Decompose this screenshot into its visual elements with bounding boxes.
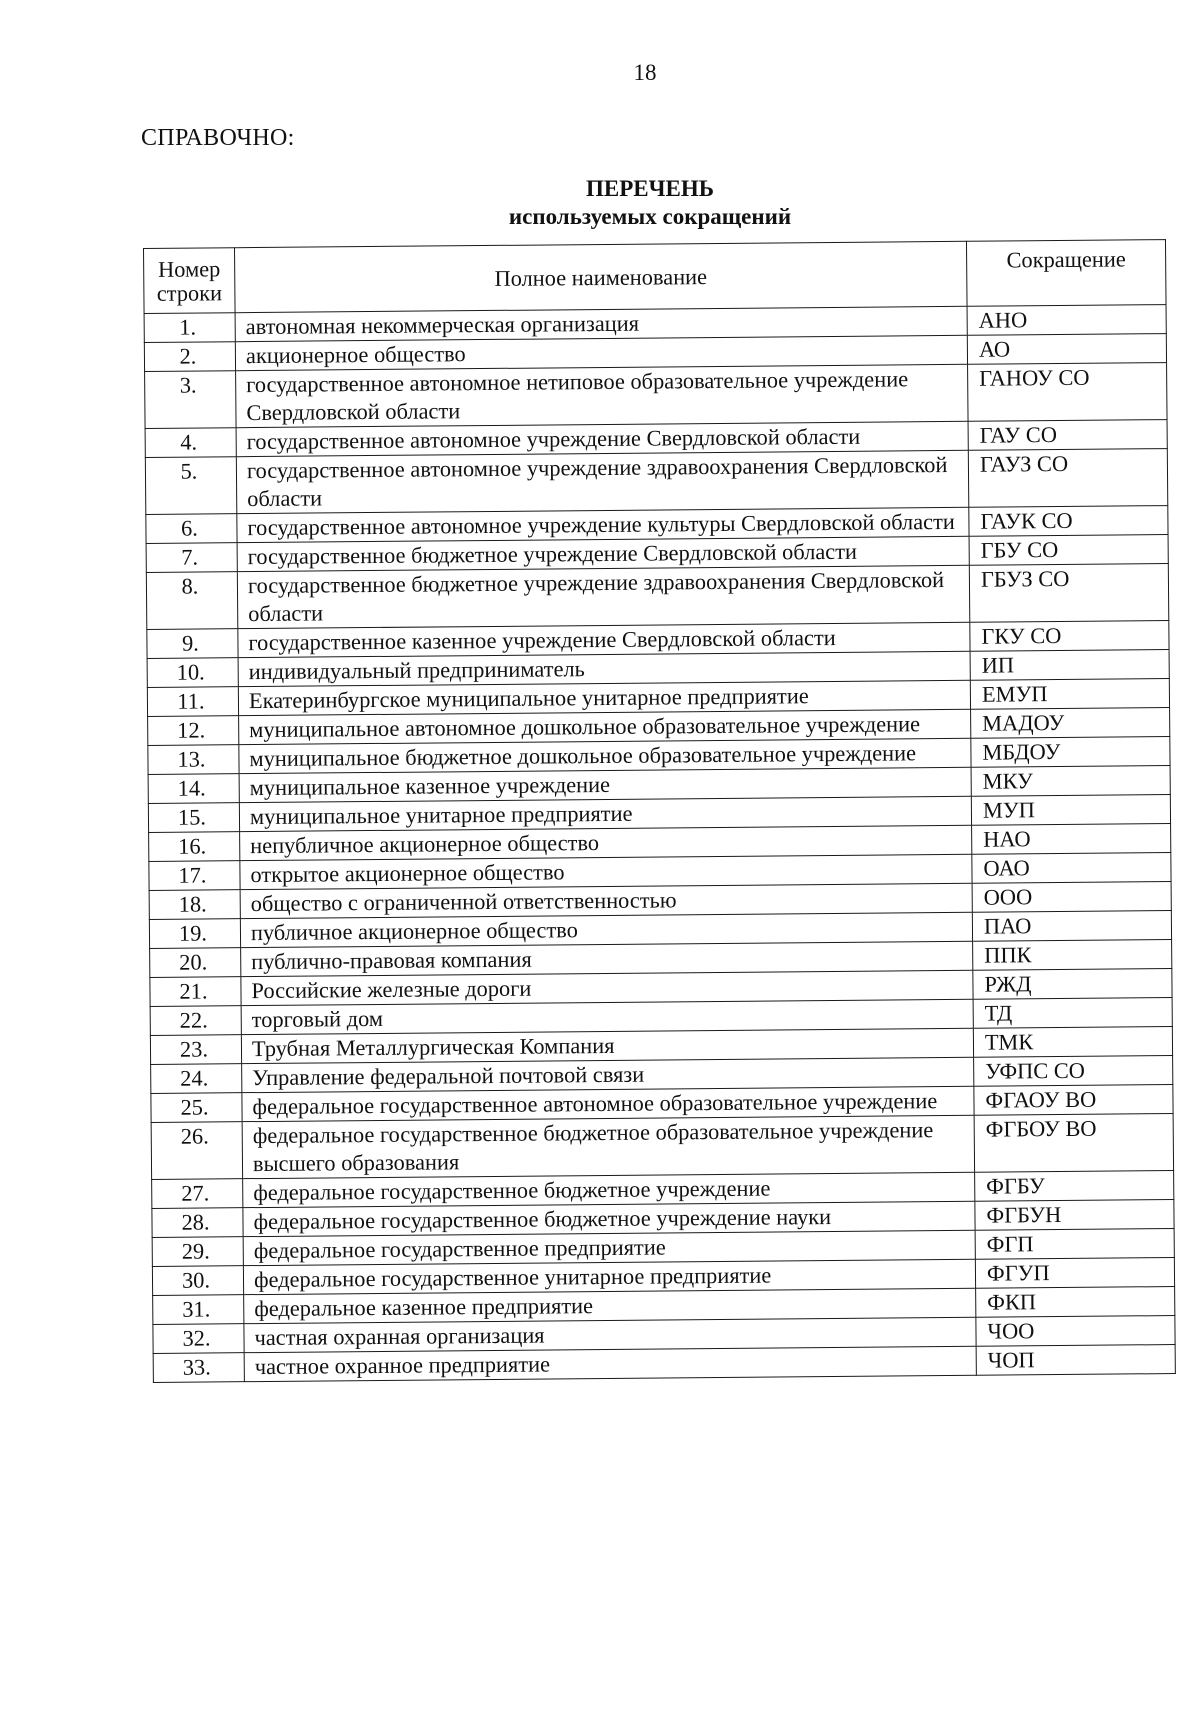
row-number: 12. <box>148 716 239 746</box>
header-abbreviation: Сокращение <box>966 240 1166 307</box>
row-abbreviation: ФГАОУ ВО <box>974 1085 1173 1116</box>
row-abbreviation: УФПС СО <box>974 1056 1173 1087</box>
row-abbreviation: ТМК <box>973 1027 1172 1058</box>
document-title: ПЕРЕЧЕНЬ <box>586 176 714 201</box>
document-subtitle: используемых сокращений <box>508 204 792 229</box>
row-number: 14. <box>148 774 239 804</box>
row-full-name: частное охранное предприятие <box>244 1346 976 1381</box>
row-full-name: Трубная Металлургическая Компания <box>241 1028 973 1063</box>
row-number: 17. <box>149 861 240 891</box>
row-abbreviation: ФКП <box>976 1287 1175 1318</box>
row-full-name: федеральное государственное бюджетное учреждение науки <box>243 1201 975 1236</box>
row-full-name: муниципальное казенное учреждение <box>239 767 971 802</box>
row-full-name: Российские железные дороги <box>241 970 973 1005</box>
row-number: 23. <box>150 1035 241 1065</box>
row-abbreviation: ФГБУ <box>975 1171 1174 1202</box>
row-abbreviation: ГАУЗ СО <box>968 449 1167 508</box>
row-number: 3. <box>145 371 236 429</box>
row-abbreviation: ГБУ СО <box>969 535 1168 566</box>
row-abbreviation: ГАУК СО <box>969 506 1168 537</box>
row-number: 2. <box>144 342 235 372</box>
row-abbreviation: ЧОП <box>976 1345 1175 1376</box>
table-row <box>145 363 1167 429</box>
row-full-name: федеральное государственное бюджетное образовательное учреждение высшего образования <box>242 1115 974 1178</box>
row-number: 21. <box>150 977 241 1007</box>
row-number: 31. <box>153 1295 244 1325</box>
table-body <box>144 305 1175 1383</box>
row-abbreviation: ПАО <box>972 911 1171 942</box>
row-number: 28. <box>152 1208 243 1238</box>
row-number: 22. <box>150 1006 241 1036</box>
row-abbreviation: ФГБУН <box>975 1200 1174 1231</box>
row-number: 32. <box>153 1324 244 1354</box>
document-title-block <box>0 175 1200 231</box>
row-full-name: государственное автономное учреждение здравоохранения Свердловской области <box>236 450 968 513</box>
row-abbreviation: АО <box>967 334 1166 365</box>
row-number: 29. <box>152 1237 243 1267</box>
row-number: 20. <box>150 948 241 978</box>
row-full-name: федеральное государственное бюджетное учреждение <box>243 1172 975 1207</box>
row-full-name: непубличное акционерное общество <box>240 825 972 860</box>
row-abbreviation: ЕМУП <box>970 679 1169 710</box>
reference-label: СПРАВОЧНО: <box>141 125 295 151</box>
row-number: 25. <box>151 1093 242 1123</box>
row-abbreviation: ОАО <box>972 853 1171 884</box>
row-full-name: федеральное казенное предприятие <box>244 1288 976 1323</box>
row-abbreviation: ЧОО <box>976 1316 1175 1347</box>
row-number: 8. <box>146 572 237 630</box>
row-abbreviation: ФГУП <box>975 1258 1174 1289</box>
abbreviations-table-container <box>143 239 1175 1383</box>
abbreviations-table <box>143 239 1176 1383</box>
row-full-name: публичное акционерное общество <box>240 912 972 947</box>
row-number: 13. <box>148 745 239 775</box>
row-full-name: частная охранная организация <box>244 1317 976 1352</box>
row-full-name: открытое акционерное общество <box>240 854 972 889</box>
row-abbreviation: НАО <box>972 824 1171 855</box>
row-abbreviation: ФГП <box>975 1229 1174 1260</box>
row-full-name: индивидуальный предприниматель <box>238 651 970 686</box>
row-full-name: Екатеринбургское муниципальное унитарное предприятие <box>238 680 970 715</box>
header-full-name: Полное наименование <box>235 241 968 312</box>
row-full-name: публично-правовая компания <box>241 941 973 976</box>
row-number: 19. <box>149 919 240 949</box>
row-number: 15. <box>148 803 239 833</box>
row-full-name: торговый дом <box>241 999 973 1034</box>
row-number: 11. <box>147 687 238 717</box>
row-number: 7. <box>146 543 237 573</box>
row-number: 4. <box>145 428 236 458</box>
row-full-name: автономная некоммерческая организация <box>235 306 967 341</box>
row-abbreviation: ППК <box>973 940 1172 971</box>
row-number: 6. <box>146 514 237 544</box>
row-abbreviation: МАДОУ <box>971 708 1170 739</box>
row-abbreviation: МКУ <box>971 766 1170 797</box>
row-number: 33. <box>153 1353 244 1383</box>
table-row <box>151 1114 1173 1180</box>
row-number: 10. <box>147 658 238 688</box>
table-row <box>145 449 1167 515</box>
table-header <box>144 240 1167 314</box>
row-number: 9. <box>147 629 238 659</box>
row-number: 26. <box>151 1122 242 1180</box>
table-row <box>146 564 1168 630</box>
row-full-name: муниципальное бюджетное дошкольное образовательное учреждение <box>239 738 971 773</box>
row-abbreviation: РЖД <box>973 969 1172 1000</box>
table-header-row <box>144 240 1167 314</box>
row-abbreviation: АНО <box>967 305 1166 336</box>
row-full-name: муниципальное автономное дошкольное образовательное учреждение <box>239 709 971 744</box>
row-abbreviation: ГКУ СО <box>970 621 1169 652</box>
row-abbreviation: ФГБОУ ВО <box>974 1114 1173 1173</box>
row-number: 5. <box>145 457 236 515</box>
row-full-name: муниципальное унитарное предприятие <box>239 796 971 831</box>
row-abbreviation: ГАУ СО <box>968 420 1167 451</box>
row-full-name: федеральное государственное автономное образовательное учреждение <box>242 1086 974 1121</box>
header-number: Номер строки <box>144 248 236 314</box>
row-full-name: государственное автономное учреждение культуры Свердловской области <box>237 507 969 542</box>
row-abbreviation: ТД <box>973 998 1172 1029</box>
row-abbreviation: МУП <box>971 795 1170 826</box>
row-full-name: государственное автономное учреждение Свердловской области <box>236 421 968 456</box>
row-full-name: государственное казенное учреждение Свердловской области <box>238 622 970 657</box>
row-number: 1. <box>144 313 235 343</box>
row-number: 27. <box>152 1179 243 1209</box>
row-abbreviation: МБДОУ <box>971 737 1170 768</box>
page-number: 18 <box>633 60 657 85</box>
row-abbreviation: ООО <box>972 882 1171 913</box>
row-full-name: Управление федеральной почтовой связи <box>242 1057 974 1092</box>
row-number: 16. <box>149 832 240 862</box>
row-abbreviation: ГАНОУ СО <box>968 363 1167 422</box>
row-abbreviation: ИП <box>970 650 1169 681</box>
row-number: 18. <box>149 890 240 920</box>
row-full-name: государственное автономное нетиповое образовательное учреждение Свердловской области <box>236 364 968 427</box>
row-full-name: общество с ограниченной ответственностью <box>240 883 972 918</box>
row-full-name: федеральное государственное предприятие <box>243 1230 975 1265</box>
row-full-name: федеральное государственное унитарное предприятие <box>243 1259 975 1294</box>
row-number: 24. <box>151 1064 242 1094</box>
row-number: 30. <box>152 1266 243 1296</box>
row-full-name: государственное бюджетное учреждение Свердловской области <box>237 536 969 571</box>
row-full-name: государственное бюджетное учреждение здравоохранения Свердловской области <box>237 565 969 628</box>
row-full-name: акционерное общество <box>235 335 967 370</box>
row-abbreviation: ГБУЗ СО <box>969 564 1168 623</box>
